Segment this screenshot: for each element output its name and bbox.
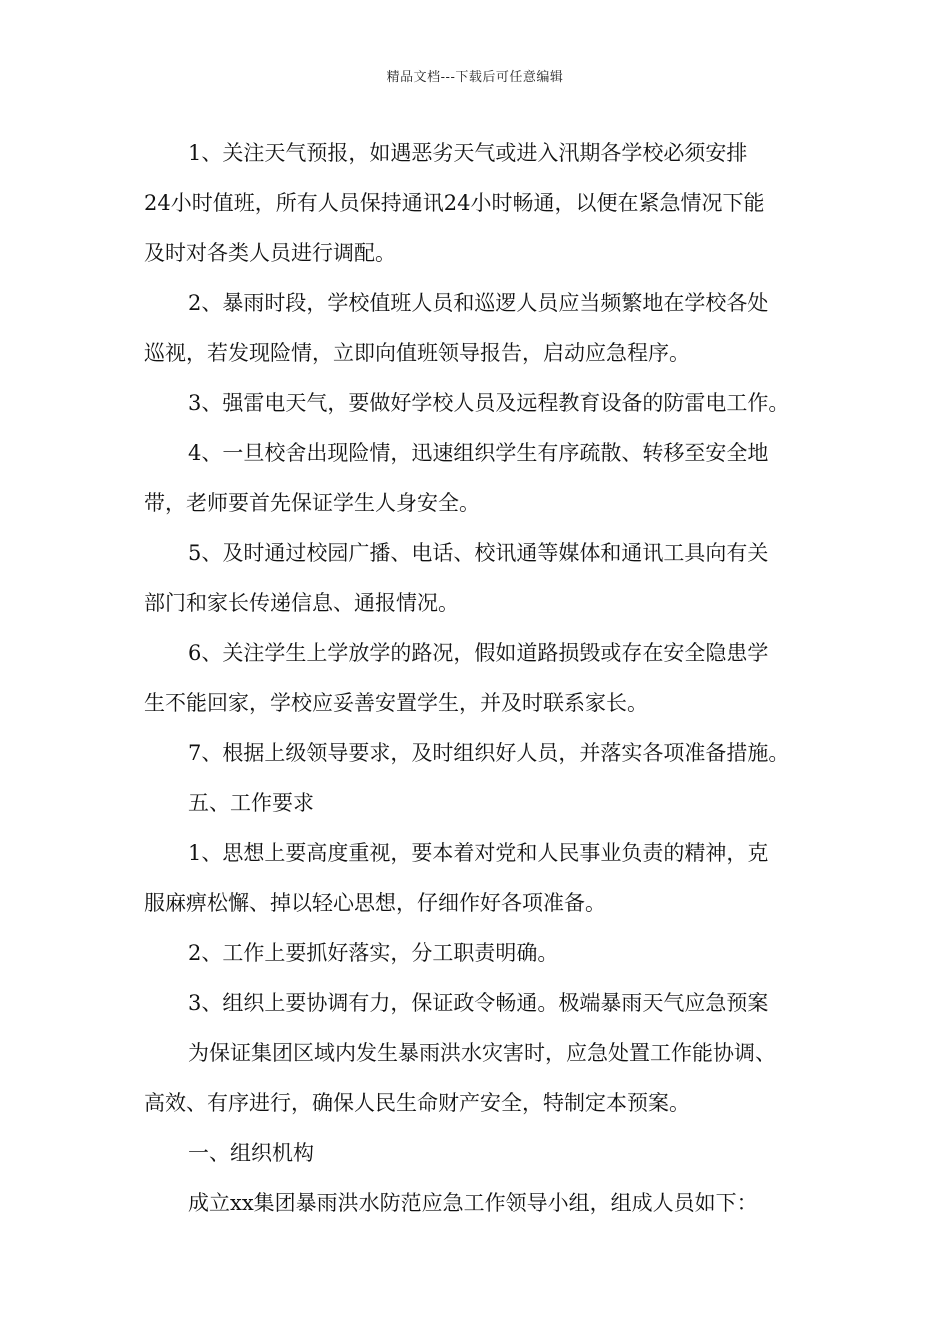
document-body (144, 128, 824, 1228)
text-line: 高效、有序进行，确保人民生命财产安全，特制定本预案。 (144, 1091, 690, 1115)
text-line: 巡视，若发现险情，立即向值班领导报告，启动应急程序。 (144, 341, 690, 365)
text-line: 为保证集团区域内发生暴雨洪水灾害时，应急处置工作能协调、 (188, 1041, 776, 1065)
text-line: 7、根据上级领导要求，及时组织好人员，并落实各项准备措施。 (188, 741, 790, 765)
page-header: 精品文档---下载后可任意编辑 (386, 70, 564, 85)
text-line: 1、关注天气预报，如遇恶劣天气或进入汛期各学校必须安排 (188, 141, 748, 165)
section-heading: 一、组织机构 (188, 1141, 314, 1165)
text-line: 2、暴雨时段，学校值班人员和巡逻人员应当频繁地在学校各处 (188, 291, 769, 315)
text-line: 带，老师要首先保证学生人身安全。 (144, 491, 480, 515)
text-line: 3、强雷电天气，要做好学校人员及远程教育设备的防雷电工作。 (188, 391, 790, 415)
text-line: 部门和家长传递信息、通报情况。 (144, 591, 459, 615)
text-line: 1、思想上要高度重视，要本着对党和人民事业负责的精神，克 (188, 841, 769, 865)
text-line: 6、关注学生上学放学的路况，假如道路损毁或存在安全隐患学 (188, 641, 769, 665)
text-line: 24小时值班，所有人员保持通讯24小时畅通，以便在紧急情况下能 (144, 191, 765, 215)
text-line: 4、一旦校舍出现险情，迅速组织学生有序疏散、转移至安全地 (188, 441, 769, 465)
text-line: 3、组织上要协调有力，保证政令畅通。极端暴雨天气应急预案 (188, 991, 769, 1015)
text-line: 2、工作上要抓好落实，分工职责明确。 (188, 941, 559, 965)
text-line: 生不能回家，学校应妥善安置学生，并及时联系家长。 (144, 691, 648, 715)
text-line: 及时对各类人员进行调配。 (144, 241, 396, 265)
section-heading: 五、工作要求 (188, 791, 314, 815)
text-line: 5、及时通过校园广播、电话、校讯通等媒体和通讯工具向有关 (188, 541, 769, 565)
text-line: 成立xx集团暴雨洪水防范应急工作领导小组，组成人员如下： (188, 1191, 758, 1215)
text-line: 服麻痹松懈、掉以轻心思想，仔细作好各项准备。 (144, 891, 606, 915)
